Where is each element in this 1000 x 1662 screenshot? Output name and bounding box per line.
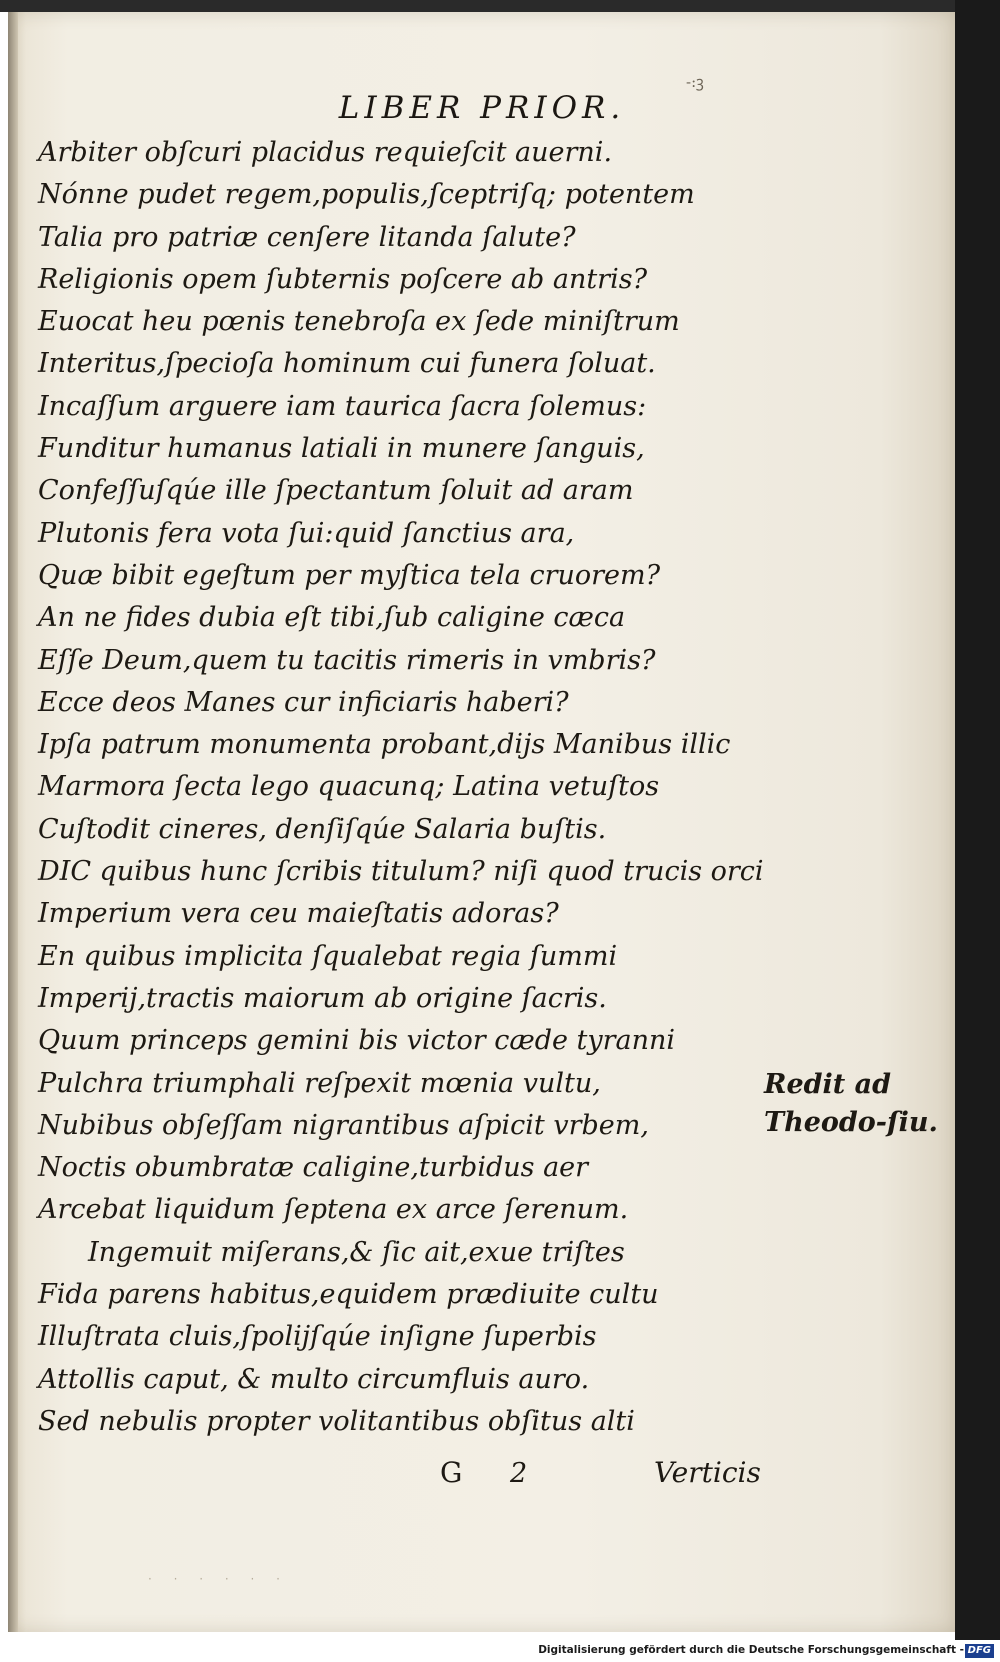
verse-line: En quibus implicita ſqualebat regia ſummi (38, 940, 618, 972)
verse-line: Sed nebulis propter volitantibus obſitus alti (38, 1405, 635, 1437)
scan-right-edge (955, 0, 1000, 1662)
verse-line: Plutonis fera vota ſui:quid ſanctius ara, (38, 517, 575, 549)
verse-line: Ipſa patrum monumenta probant,dijs Manibus illic (38, 729, 731, 761)
verse-line: Illuſtrata cluis,ſpolijſqúe inſigne ſuperbis (38, 1321, 597, 1353)
catchword: Verticis (654, 1456, 761, 1489)
verse-line: Arcebat liquidum ſeptena ex arce ſerenum. (38, 1194, 629, 1226)
verse-line: Imperium vera ceu maieſtatis adoras? (38, 898, 559, 930)
verse-line: Eſſe Deum,quem tu tacitis rimeris in vmbris? (38, 644, 656, 676)
verse-line: Cuſtodit cineres, denſiſqúe Salaria buſtis. (38, 813, 607, 845)
verse-line: Imperij,tractis maiorum ab origine ſacris. (38, 982, 607, 1014)
marginal-note-line: Redit ad (764, 1069, 891, 1100)
signature-mark: G (440, 1456, 463, 1489)
verse-line: Arbiter obſcuri placidus requieſcit auerni. (38, 137, 613, 168)
verse-line: Ecce deos Manes cur inficiaris haberi? (38, 686, 569, 718)
verse-line: Noctis obumbratæ caligine,turbidus aer (38, 1152, 589, 1184)
verse-line: Marmora ſecta lego quacunq; Latina vetuſtos (38, 771, 660, 803)
verse-line: Euocat heu pœnis tenebroſa ex ſede miniſtrum (38, 306, 680, 338)
verse-line: Quum princeps gemini bis victor cæde tyranni (38, 1025, 676, 1057)
verse-line: Ingemuit miſerans,& ſic ait,exue triſtes (88, 1236, 625, 1268)
verse-line: Nónne pudet regem,populis,ſceptriſq; potentem (38, 179, 695, 211)
corner-mark: -:ꝫ (686, 73, 704, 91)
verse-line: Fida parens habitus,equidem prædiuite cultu (38, 1279, 659, 1311)
page-gutter (8, 12, 18, 1632)
dfg-logo[interactable]: DFG (965, 1644, 994, 1658)
book-page (8, 12, 956, 1632)
verse-line: Funditur humanus latiali in munere ſanguis, (38, 433, 645, 465)
verse-line: Religionis opem ſubternis poſcere ab antris? (38, 263, 648, 295)
verse-line: Pulchra triumphali reſpexit mœnia vultu, (38, 1067, 601, 1099)
verse-line: Attollis caput, & multo circumfluis auro. (38, 1363, 590, 1395)
digitization-credit: Digitalisierung gefördert durch die Deutsche Forschungsgemeinschaft - (538, 1644, 964, 1656)
scan-top-edge (0, 0, 1000, 12)
verse-line: Interitus,ſpecioſa hominum cui funera ſoluat. (38, 348, 656, 380)
paper-specks: · · · · · · (148, 1572, 289, 1586)
page-number: 2 (510, 1458, 528, 1489)
verse-list (38, 132, 764, 1443)
running-head: LIBER PRIOR. (338, 90, 626, 126)
verse-line: Quæ bibit egeſtum per myſtica tela cruorem? (38, 559, 661, 591)
marginal-note (764, 1066, 938, 1142)
verse-line: Talia pro patriæ cenſere litanda ſalute? (38, 221, 576, 253)
marginal-note-line: Theodo-ſiu. (764, 1107, 938, 1138)
verse-line: An ne fides dubia eſt tibi,ſub caligine cæca (38, 602, 626, 634)
verse-line: Confeſſuſqúe ille ſpectantum ſoluit ad aram (38, 475, 634, 507)
verse-line: Incaſſum arguere iam taurica ſacra ſolemus: (38, 390, 647, 422)
verse-line: DIC quibus hunc ſcribis titulum? niſi quod trucis orci (38, 856, 764, 888)
verse-line: Nubibus obſeſſam nigrantibus aſpicit vrbem, (38, 1109, 649, 1141)
